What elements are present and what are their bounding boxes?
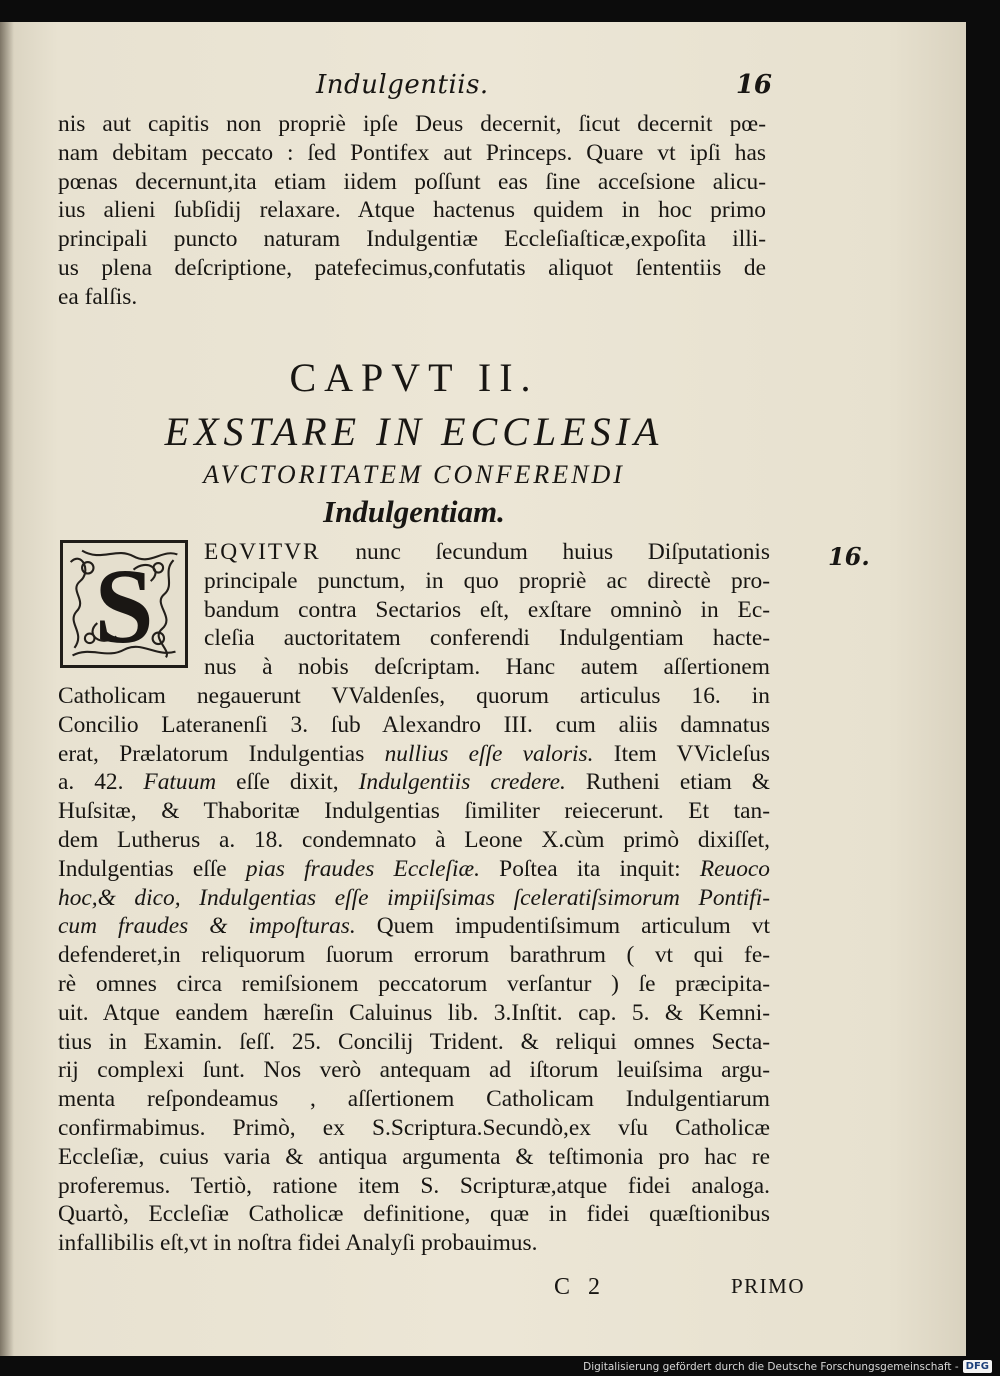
text-line: [58, 740, 770, 769]
running-head: [58, 70, 770, 106]
text-line: hoc,& dico, Indulgentias eſſe impiiſsimas ſceleratiſsimorum Pontifi-: [58, 884, 770, 911]
text-span: Item VVicleſus: [593, 740, 770, 767]
text-line: confirmabimus. Primò, ex S.Scriptura.Secundò,ex vſu Catholicæ: [58, 1114, 770, 1141]
page-number: 16: [735, 70, 772, 100]
text-span: Poſtea ita inquit:: [479, 855, 700, 882]
italic-quote: Reuoco: [699, 855, 770, 882]
text-line: bandum contra Sectarios eſt, exſtare omninò in Ec-: [204, 596, 770, 623]
text-line: ea falſis.: [58, 283, 138, 310]
text-span: nunc ſecundum huius Diſputationis: [320, 539, 770, 565]
dfg-logo-icon: DFG: [963, 1360, 992, 1373]
text-line: menta reſpondeamus , aſſertionem Catholicam Indulgentiarum: [58, 1086, 770, 1113]
chapter-number: CAPVT II.: [289, 355, 539, 400]
chapter-heading: [58, 354, 770, 532]
italic-quote: Fatuum: [143, 769, 217, 796]
svg-text:S: S: [94, 548, 154, 665]
credit-text: Digitalisierung gefördert durch die Deutsche Forschungsgemeinschaft -: [583, 1360, 959, 1373]
text-line: [58, 855, 770, 884]
catchword: PRIMO: [731, 1274, 806, 1298]
italic-quote: Indulgentiis credere.: [358, 769, 566, 796]
text-line: nis aut capitis non propriè ipſe Deus decernit, ſicut decernit pœ-: [58, 111, 766, 137]
text-line: principali puncto naturam Indulgentiæ Eccleſiaſticæ,expoſita illi-: [58, 226, 766, 253]
text-line: cleſia auctoritatem conferendi Indulgentiam hacte-: [204, 625, 770, 652]
italic-quote: cum fraudes & impoſturas.: [58, 913, 356, 940]
text-line: uit. Atque eandem hæreſin Caluinus lib. 3.Inſtit. cap. 5. & Kemni-: [58, 999, 770, 1026]
text-line: Concilio Lateranenſi 3. ſub Alexandro III. cum aliis damnatus: [58, 711, 770, 738]
text-line: [58, 912, 770, 941]
margin-note: 16.: [828, 542, 870, 571]
text-line: dem Lutherus a. 18. condemnato à Leone X.cùm primò dixiſſet,: [58, 826, 770, 853]
text-line: rè omnes circa remiſsionem peccatorum verſantur ) ſe præcipita-: [58, 970, 770, 997]
text-line: Catholicam negauerunt VValdenſes, quorum articulus 16. in: [58, 682, 770, 709]
running-title: Indulgentiis.: [316, 70, 489, 100]
text-line: nus à nobis deſcriptam. Hanc autem aſſertionem: [204, 654, 770, 681]
text-span: eſſe dixit,: [216, 769, 359, 796]
text-span: Rutheni etiam &: [565, 769, 771, 796]
text-line: us plena deſcriptione, patefecimus,confutatis aliquot ſententiis de: [58, 254, 766, 281]
chapter-title-line-2: AVCTORITATEM CONFERENDI: [203, 460, 625, 489]
text-span: Indulgentias eſſe: [58, 855, 246, 882]
signature-mark: C 2: [554, 1274, 607, 1300]
text-line: Eccleſiæ, cuius varia & antiqua argumenta & teſtimonia pro hac re: [58, 1143, 770, 1170]
text-line: defenderet,in reliquorum ſuorum errorum barathrum ( vt qui fe-: [58, 942, 770, 969]
text-line: rij complexi ſunt. Nos verò antequam ad iſtorum leuiſsima argu-: [58, 1057, 770, 1084]
text-span: Quem impudentiſsimum articulum vt: [355, 913, 770, 940]
text-line: infallibilis eſt,vt in noſtra fidei Analyſi probauimus.: [58, 1230, 538, 1257]
text-span: erat, Prælatorum Indulgentias: [58, 740, 385, 767]
text-line: principale punctum, in quo propriè ac directè pro-: [204, 567, 770, 594]
opening-words: EQVITVR: [204, 539, 321, 565]
italic-quote: nullius eſſe valoris.: [384, 740, 594, 767]
text-line: nam debitam peccato : ſed Pontifex aut Princeps. Quare vt ipſi has: [58, 139, 766, 166]
text-line: proferemus. Tertiò, ratione item S. Scripturæ,atque fidei analoga.: [58, 1172, 770, 1199]
text-line: Huſsitæ, & Thaboritæ Indulgentias ſimiliter reiecerunt. Et tan-: [58, 798, 770, 825]
paragraph-continued: [58, 110, 766, 312]
text-line: [58, 768, 770, 797]
digitization-credit: [583, 1360, 992, 1373]
text-line: Quartò, Eccleſiæ Catholicæ definitione, quæ in fidei quæſtionibus: [58, 1201, 770, 1228]
book-page: [0, 22, 966, 1356]
text-line: ius alieni ſubſidij relaxare. Atque hactenus quidem in hoc primo: [58, 197, 766, 224]
text-line: [58, 538, 770, 567]
chapter-title-line-3: Indulgentiam.: [323, 494, 505, 529]
text-line: tius in Examin. ſeſſ. 25. Concilij Trident. & reliqui omnes Secta-: [58, 1028, 770, 1055]
italic-quote: pias fraudes Eccleſiæ.: [245, 855, 480, 882]
chapter-title-line-1: EXSTARE IN ECCLESIA: [164, 409, 664, 454]
paragraph-main: [58, 538, 770, 1258]
text-span: a. 42.: [58, 769, 144, 796]
text-line: pœnas decernunt,ita etiam iidem poſſunt eas ſine acceſsione alicu-: [58, 168, 766, 195]
